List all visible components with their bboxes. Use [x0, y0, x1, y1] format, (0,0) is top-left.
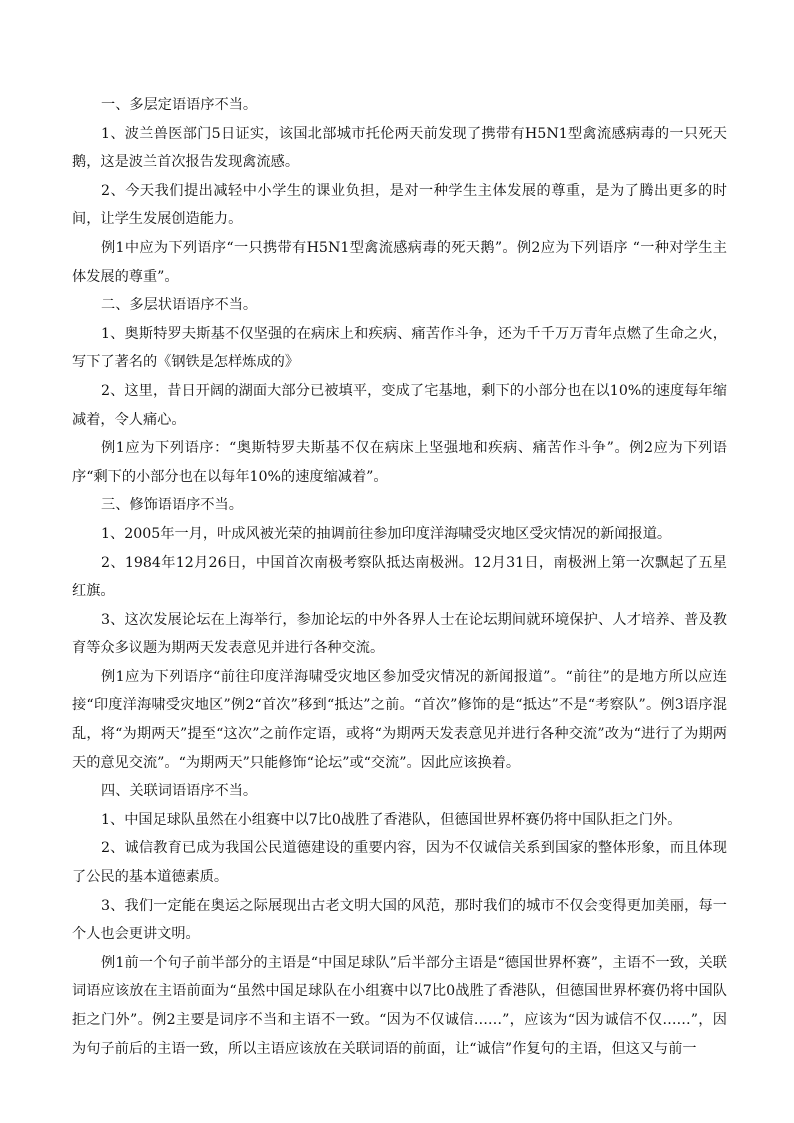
explanation-paragraph: 例1应为下列语序“前往印度洋海啸受灾地区参加受灾情况的新闻报道”。“前往”的是地方所以应连接“印度洋海啸受灾地区”例2“首次”移到“抵达”之前。“首次”修饰的是“抵达”不是“考察队”。例3语序混乱，将“为期两天”提至“这次”之前作定语，或将“为期两天发表意见并进行各种交流”改为“进行了为期两天的意见交流”。“为期两天”只能修饰“论坛”或“交流”。因此应该换着。: [72, 668, 727, 771]
section-heading-1: 一、多层定语语序不当。: [101, 97, 258, 113]
example-paragraph: 1、波兰兽医部门5日证实，该国北部城市托伦两天前发现了携带有H5N1型禽流感病毒的一只死天鹅，这是波兰首次报告发现禽流感。: [72, 125, 727, 171]
example-paragraph: 2、今天我们提出减轻中小学生的课业负担，是对一种学生主体发展的尊重，是为了腾出更多的时间，让学生发展创造能力。: [72, 182, 727, 228]
example-paragraph: 2、1984年12月26日，中国首次南极考察队抵达南极洲。12月31日，南极洲上第一次飘起了五星红旗。: [72, 554, 727, 600]
section-heading-4: 四、关联词语语序不当。: [101, 783, 258, 800]
example-paragraph: 1、2005年一月，叶成风被光荣的抽调前往参加印度洋海啸受灾地区受灾情况的新闻报道。: [101, 525, 672, 542]
explanation-paragraph: 例1前一个句子前半部分的主语是“中国足球队”后半部分主语是“德国世界杯赛”，主语不一致，关联词语应该放在主语前面为“虽然中国足球队在小组赛中以7比0战胜了香港队，但德国世界杯赛仍将中国队拒之门外”。例2主要是词序不当和主语不一致。“因为不仅诚信……”，应该为“因为诚信不仅……”，因为句子前后的主语一致，所以主语应该放在关联词语的前面，让“诚信”作复句的主语，但这又与前一: [72, 954, 727, 1057]
example-paragraph: 2、这里，昔日开阔的湖面大部分已被填平，变成了宅基地，剩下的小部分也在以10%的速度每年缩减着，令人痛心。: [72, 382, 727, 428]
example-paragraph: 1、中国足球队虽然在小组赛中以7比0战胜了香港队，但德国世界杯赛仍将中国队拒之门外。: [101, 811, 682, 828]
example-paragraph: 3、这次发展论坛在上海举行，参加论坛的中外各界人士在论坛期间就环境保护、人才培养、普及教育等众多议题为期两天发表意见并进行各种交流。: [72, 611, 727, 657]
example-paragraph: 2、诚信教育已成为我国公民道德建设的重要内容，因为不仅诚信关系到国家的整体形象，而且体现了公民的基本道德素质。: [72, 840, 727, 886]
example-paragraph: 3、我们一定能在奥运之际展现出古老文明大国的风范，那时我们的城市不仅会变得更加美丽，每一个人也会更讲文明。: [72, 897, 727, 943]
explanation-paragraph: 例1应为下列语序：“奥斯特罗夫斯基不仅在病床上坚强地和疾病、痛苦作斗争”。例2应为下列语序“剩下的小部分也在以每年10%的速度缩减着”。: [72, 440, 727, 485]
example-paragraph: 1、奥斯特罗夫斯基不仅坚强的在病床上和疾病、痛苦作斗争，还为千千万万青年点燃了生命之火，写下了著名的《钢铁是怎样炼成的》: [72, 325, 727, 371]
section-heading-3: 三、修饰语语序不当。: [101, 497, 243, 514]
section-heading-2: 二、多层状语语序不当。: [101, 297, 258, 314]
explanation-paragraph: 例1中应为下列语序“一只携带有H5N1型禽流感病毒的死天鹅”。例2应为下列语序 “一种对学生主体发展的尊重”。: [72, 239, 727, 285]
document-page: [72, 91, 727, 1063]
